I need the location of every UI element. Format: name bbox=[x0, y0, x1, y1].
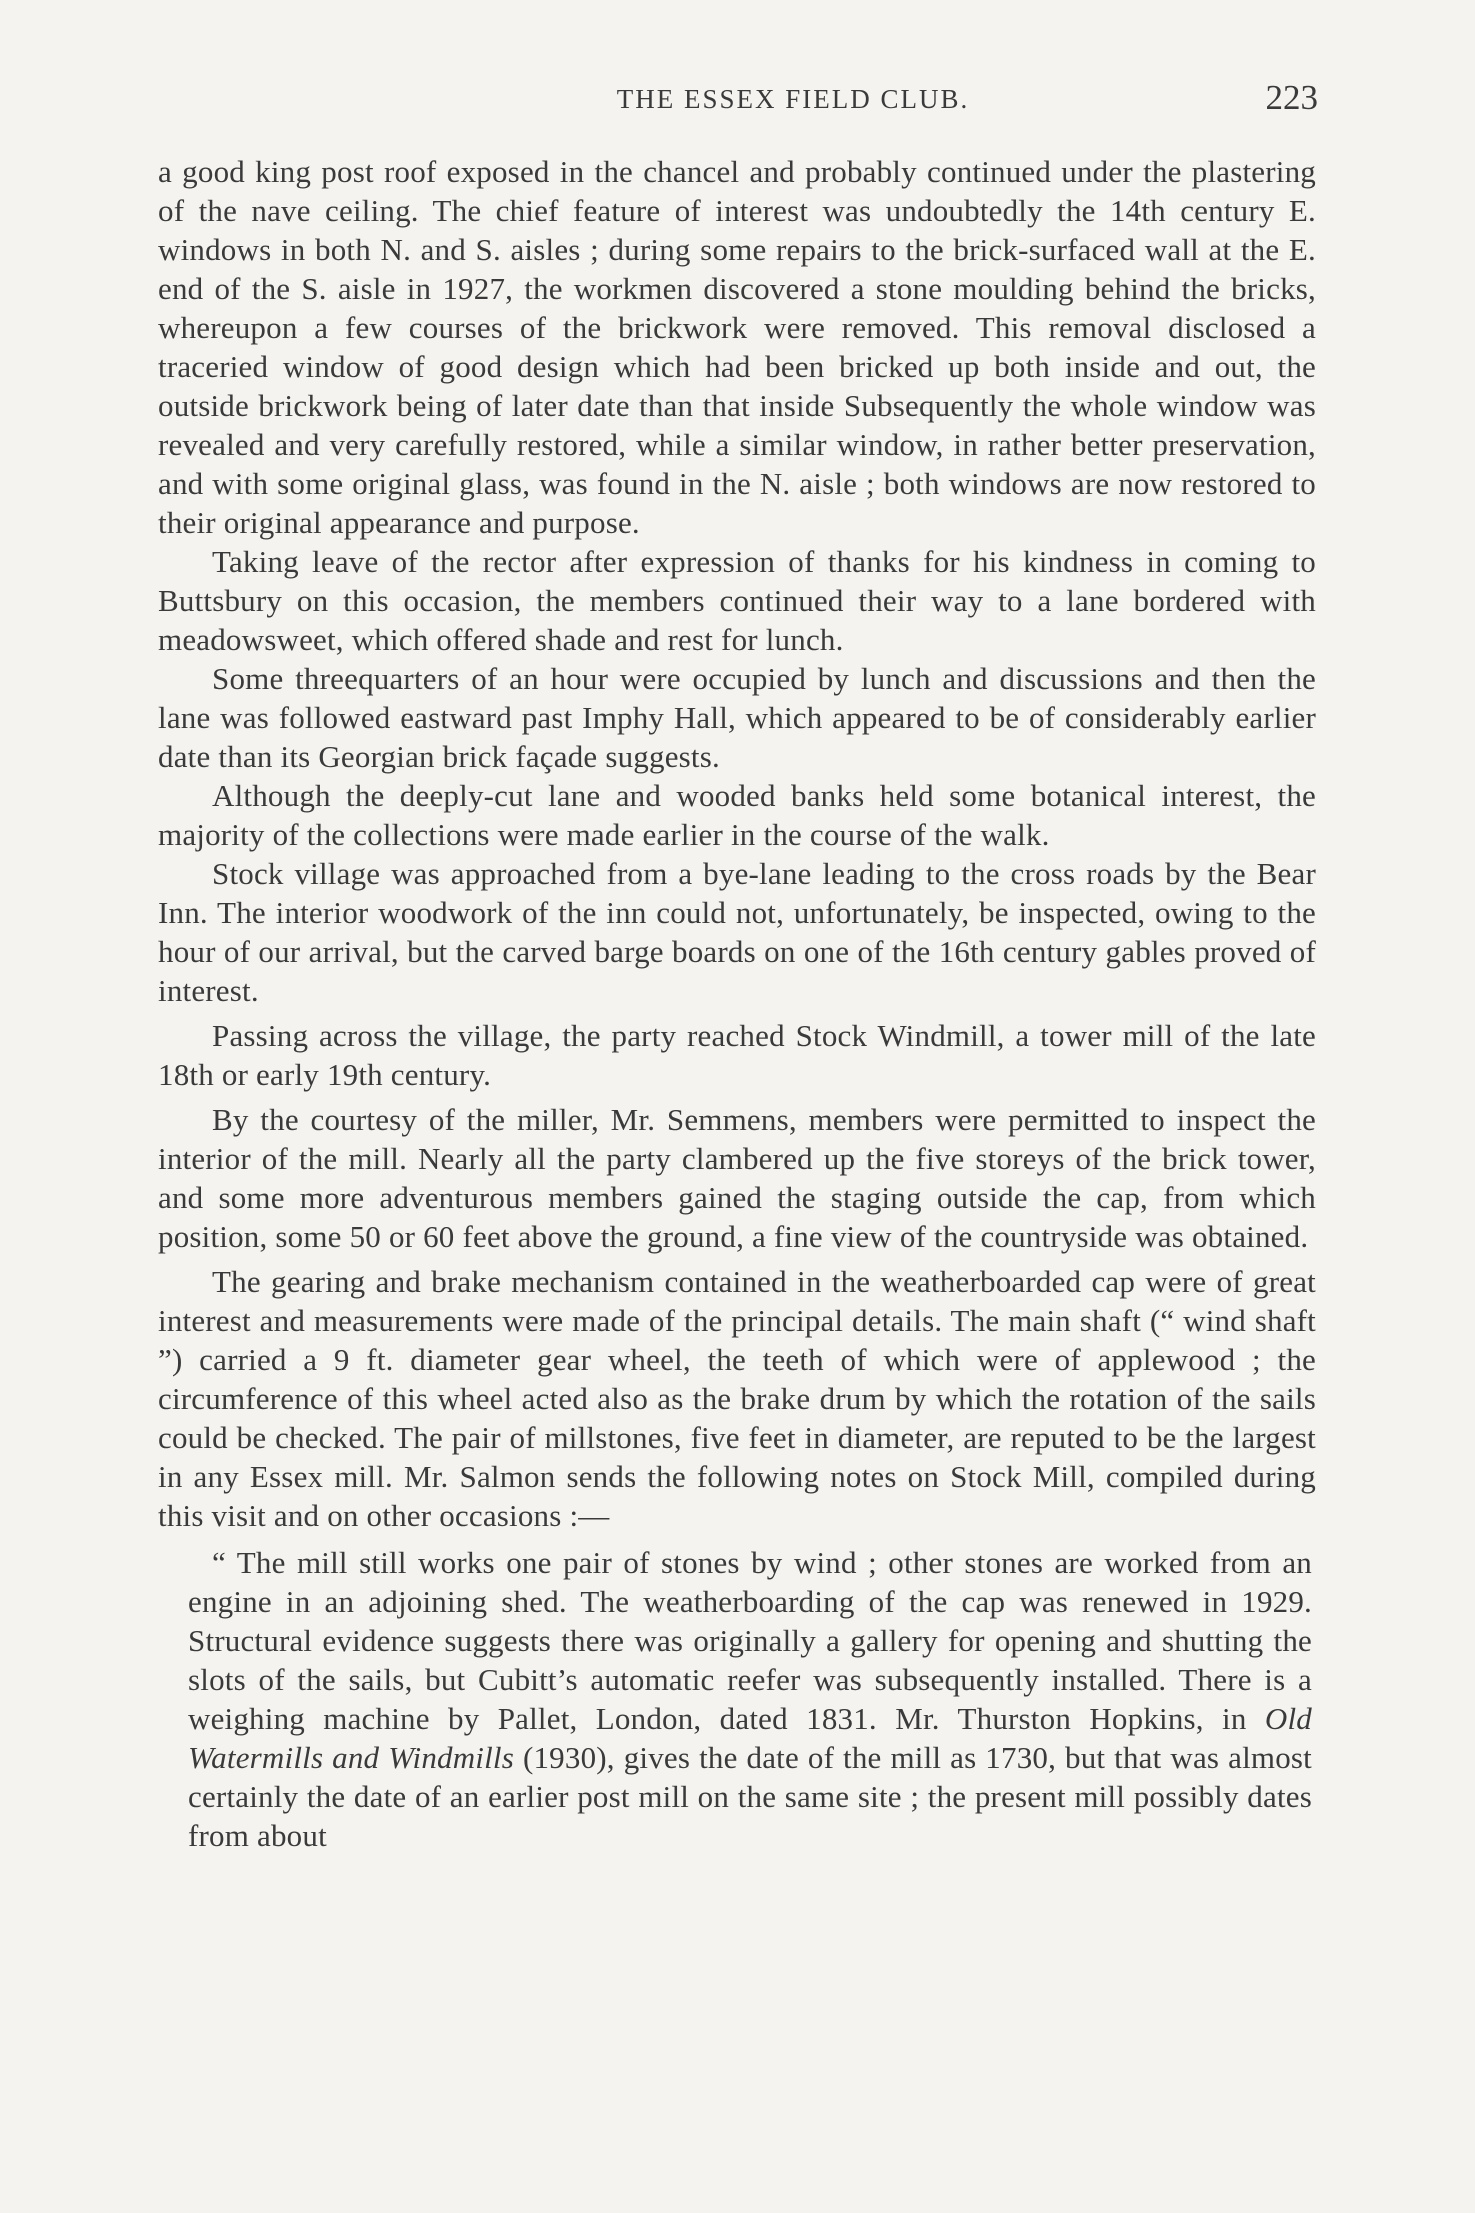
running-head: THE ESSEX FIELD CLUB. bbox=[616, 84, 970, 114]
paragraph: Stock village was approached from a bye-lane leading to the cross roads by the Bear Inn. The interior woodwork of the inn could not, unfortunately, be inspected, owing to the hour of our arrival, but the carved barge boards on one of the 16th century gables proved of interest. bbox=[158, 856, 1316, 1008]
quote-text-end: (1930), gives the date of the mill as 1730, but that was almost certainly the date of an earlier post mill on the same site ; the present mill possibly dates from about bbox=[188, 1740, 1312, 1853]
paragraph: a good king post roof exposed in the chancel and probably continued under the plastering of the nave ceiling. The chief feature of interest was undoubtedly the 14th century E. windows in both N. and S. aisles ; during some repairs to the brick-surfaced wall at the E. end of the S. aisle in 1927, the workmen discovered a stone moulding behind the bricks, whereupon a few courses of the brickwork were removed. This removal disclosed a traceried window of good design which had been bricked up both inside and out, the outside brickwork being of later date than that inside Subsequently the whole window was revealed and very carefully restored, while a similar window, in rather better preservation, and with some original glass, was found in the N. aisle ; both windows are now restored to their original appearance and purpose. bbox=[158, 154, 1316, 540]
paragraph: Although the deeply-cut lane and wooded banks held some botanical interest, the majority of the collections were made earlier in the course of the walk. bbox=[158, 778, 1316, 852]
paragraph: Passing across the village, the party reached Stock Windmill, a tower mill of the late 18th or early 19th century. bbox=[158, 1018, 1316, 1092]
quote-paragraph bbox=[188, 1543, 1312, 1855]
paragraph: By the courtesy of the miller, Mr. Semmens, members were permitted to inspect the interior of the mill. Nearly all the party clambered up the five storeys of the brick tower, and some more adventurous members gained the staging outside the cap, from which position, some 50 or 60 feet above the ground, a fine view of the countryside was obtained. bbox=[158, 1102, 1316, 1254]
paragraph: Some threequarters of an hour were occupied by lunch and discussions and then the lane was followed eastward past Imphy Hall, which appeared to be of considerably earlier date than its Georgian brick façade suggests. bbox=[158, 661, 1316, 774]
page-number: 223 bbox=[1265, 78, 1318, 117]
body-text bbox=[158, 152, 1316, 1855]
page-header bbox=[158, 78, 1318, 128]
paragraph: The gearing and brake mechanism contained in the weatherboarded cap were of great interest and measurements were made of the principal details. The main shaft (“ wind shaft ”) carried a 9 ft. diameter gear wheel, the teeth of which were of applewood ; the circumference of this wheel acted also as the brake drum by which the rotation of the sails could be checked. The pair of millstones, five feet in diameter, are reputed to be the largest in any Essex mill. Mr. Salmon sends the following notes on Stock Mill, compiled during this visit and on other occasions :— bbox=[158, 1264, 1316, 1533]
block-quote bbox=[188, 1543, 1312, 1855]
paragraph: Taking leave of the rector after expression of thanks for his kindness in coming to Buttsbury on this occasion, the members continued their way to a lane bordered with meadowsweet, which offered shade and rest for lunch. bbox=[158, 544, 1316, 657]
book-title: Old Watermills and Windmills bbox=[188, 1701, 1312, 1775]
quote-text-start: “ The mill still works one pair of stones by wind ; other stones are worked from an engine in an adjoining shed. The weatherboarding of the cap was renewed in 1929. Structural evidence suggests there was originally a gallery for opening and shutting the slots of the sails, but Cubitt’s automatic reefer was subsequently installed. There is a weighing machine by Pallet, London, dated 1831. Mr. Thurston Hopkins, in bbox=[188, 1545, 1312, 1736]
